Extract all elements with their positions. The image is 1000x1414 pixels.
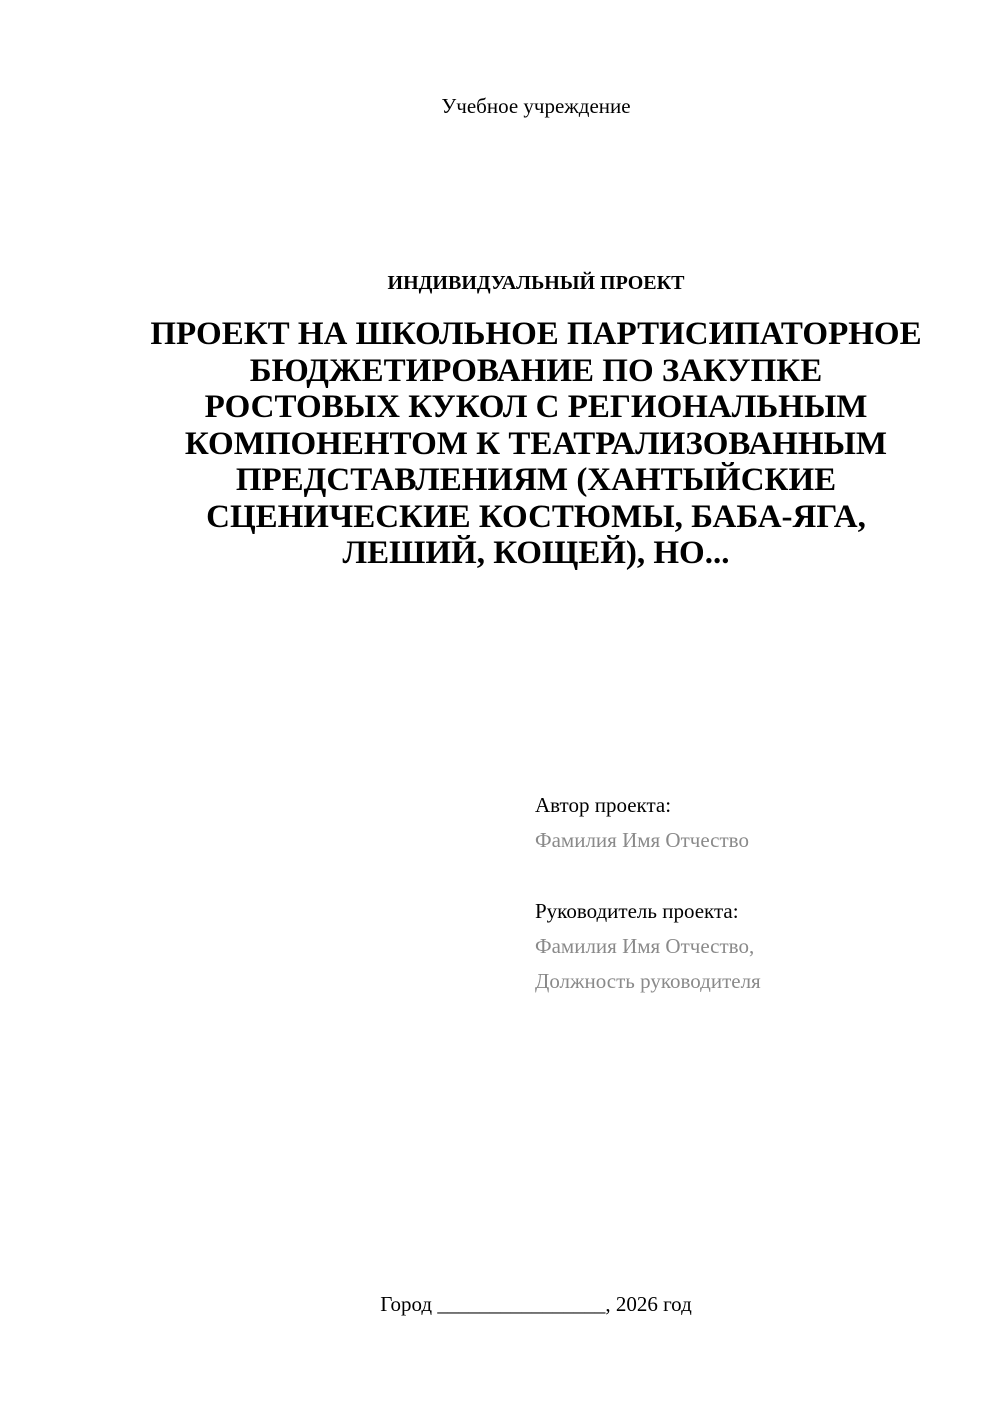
author-label: Автор проекта: (535, 793, 672, 817)
supervisor-position: Должность руководителя (535, 969, 761, 993)
institution-name: Учебное учреждение (441, 94, 631, 118)
supervisor-name: Фамилия Имя Отчество, (535, 934, 755, 958)
author-name: Фамилия Имя Отчество (535, 828, 749, 852)
project-title: ПРОЕКТ НА ШКОЛЬНОЕ ПАРТИСИПАТОРНОЕ БЮДЖЕТИРОВАНИЕ ПО ЗАКУПКЕ РОСТОВЫХ КУКОЛ С РЕГИОНАЛЬНЫМ КОМПОНЕНТОМ К ТЕАТРАЛИЗОВАННЫМ ПРЕДСТАВЛЕНИЯМ (ХАНТЫЙСКИЕ СЦЕНИЧЕСКИЕ КОСТЮМЫ, БАБА-ЯГА, ЛЕШИЙ, КОЩЕЙ), НО... (150, 316, 922, 571)
supervisor-label: Руководитель проекта: (535, 899, 739, 923)
project-kind-heading: ИНДИВИДУАЛЬНЫЙ ПРОЕКТ (387, 272, 685, 294)
author-block (535, 788, 955, 858)
city-year-line: Город ________________, 2026 год (380, 1292, 692, 1316)
supervisor-block (535, 894, 955, 999)
